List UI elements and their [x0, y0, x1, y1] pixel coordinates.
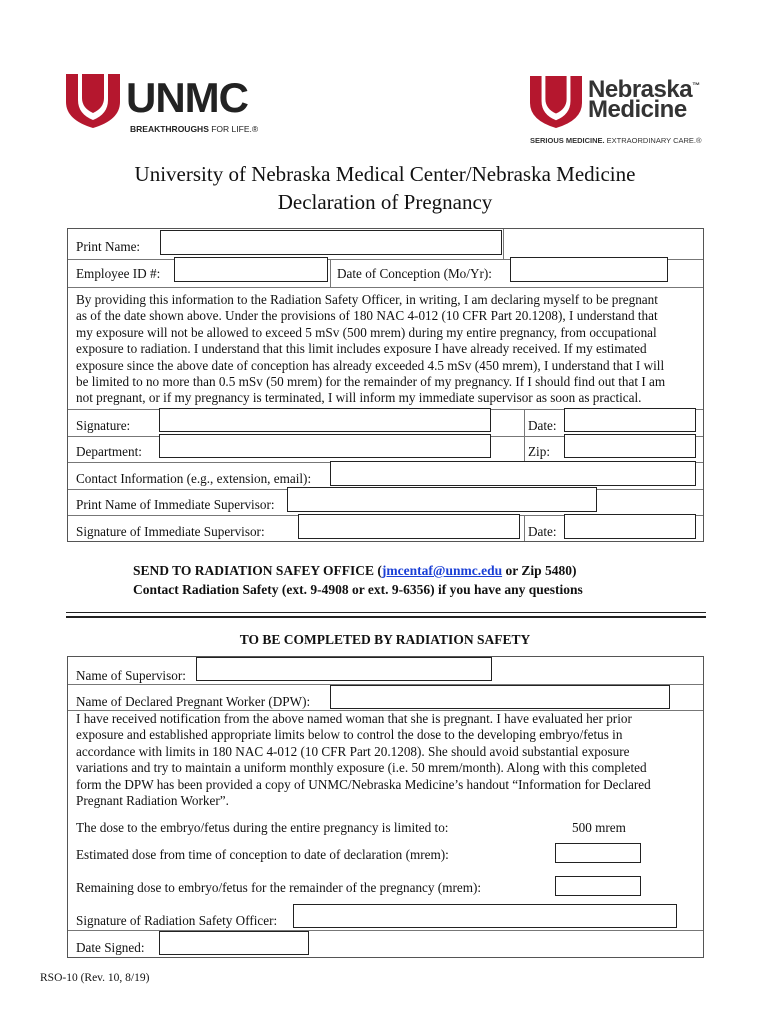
signature-label: Signature:: [76, 418, 131, 433]
remaining-dose-label: Remaining dose to embryo/fetus for the remainder of the pregnancy (mrem):: [76, 880, 482, 895]
date2-label: Date:: [528, 524, 557, 539]
remaining-dose-field[interactable]: [555, 876, 641, 896]
dpw-field[interactable]: [330, 685, 670, 709]
unmc-logo: [66, 74, 266, 138]
unmc-tagline: BREAKTHROUGHS FOR LIFE.®: [130, 124, 259, 134]
zip-label: Zip:: [528, 444, 550, 459]
date-signed-label: Date Signed:: [76, 940, 145, 955]
contact-field[interactable]: [330, 461, 696, 486]
rso-section-header: TO BE COMPLETED BY RADIATION SAFETY: [239, 632, 531, 647]
declaration-paragraph: By providing this information to the Radiation Safety Officer, in writing, I am declaring myself to be pregnant as of the date shown above. Under the provisions of 180 NAC 4-012 (10 CFR Part 20.1208), I understand that my exposure will not be allowed to exceed 5 mSv (500 mrem) during my entire pregnancy, from occupational exposure to radiation. I understand that this limit includes exposure I have already received. If my estimated exposure since the above date of conception has already exceeded 4.5 mSv (450 mrem), I understand that I will be limited to no more than 0.5 mSv (50 mrem) for the remainder of my pregnancy. If I should find out that I am not pregnant, or if my pregnancy is terminated, I will inform my immediate supervisor as soon as practical.: [76, 292, 666, 406]
email-link[interactable]: jmcentaf@unmc.edu: [381, 563, 503, 578]
divider: [66, 612, 706, 613]
nebraska-medicine-logo: [530, 74, 710, 146]
estimated-dose-label: Estimated dose from time of conception to date of declaration (mrem):: [76, 847, 449, 862]
date2-field[interactable]: [564, 514, 696, 539]
contact-label: Contact Information (e.g., extension, email):: [76, 471, 312, 486]
supervisor-name-field[interactable]: [287, 487, 597, 512]
title-line-2: Declaration of Pregnancy: [277, 190, 493, 214]
send-line-2: Contact Radiation Safety (ext. 9-4908 or ext. 9-6356) if you have any questions: [133, 582, 583, 597]
date-label: Date:: [528, 418, 557, 433]
medicine-wordmark: Medicine: [588, 96, 687, 123]
rso-notice-paragraph: I have received notification from the above named woman that she is pregnant. I have evaluated her prior exposure and established appropriate limits below to control the dose to the developing embryo/fetus in accordance with limits in 180 NAC 4-012 (10 CFR Part 20.1208). She should avoid substantial exposure variations and try to maintain a uniform monthly exposure (i.e. 50 mrem/month). Along with this completed form the DPW has been provided a copy of UNMC/Nebraska Medicine’s handout “Information for Declared Pregnant Radiation Worker”.: [76, 711, 651, 809]
date-field[interactable]: [564, 408, 696, 432]
print-name-field[interactable]: [160, 230, 502, 255]
rso-supervisor-field[interactable]: [196, 657, 492, 681]
nebraska-medicine-shield-icon: [530, 76, 582, 128]
supervisor-signature-field[interactable]: [298, 514, 520, 539]
send-instructions: [133, 561, 583, 599]
title-line-1: University of Nebraska Medical Center/Nebraska Medicine: [134, 162, 636, 186]
form-id: RSO-10 (Rev. 10, 8/19): [40, 972, 150, 984]
date-signed-field[interactable]: [159, 931, 309, 955]
employee-id-label: Employee ID #:: [76, 266, 161, 281]
dose-limit-value: 500 mrem: [572, 820, 626, 835]
unmc-shield-icon: [66, 74, 120, 128]
rso-supervisor-label: Name of Supervisor:: [76, 668, 186, 683]
nebraska-tagline: SERIOUS MEDICINE. EXTRAORDINARY CARE.®: [530, 136, 702, 145]
date-conception-label: Date of Conception (Mo/Yr):: [337, 266, 492, 281]
zip-field[interactable]: [564, 434, 696, 458]
nebraska-wordmark: Nebraska™: [588, 76, 700, 103]
estimated-dose-field[interactable]: [555, 843, 641, 863]
signature-field[interactable]: [159, 408, 491, 432]
date-conception-field[interactable]: [510, 257, 668, 282]
department-field[interactable]: [159, 434, 491, 458]
unmc-wordmark: UNMC: [126, 74, 248, 121]
supervisor-signature-label: Signature of Immediate Supervisor:: [76, 524, 265, 539]
page-title: [0, 160, 770, 216]
supervisor-name-label: Print Name of Immediate Supervisor:: [76, 497, 275, 512]
employee-id-field[interactable]: [174, 257, 328, 282]
rso-signature-label: Signature of Radiation Safety Officer:: [76, 913, 278, 928]
dose-limit-label: The dose to the embryo/fetus during the entire pregnancy is limited to:: [76, 820, 449, 835]
print-name-label: Print Name:: [76, 239, 141, 254]
send-line-1: SEND TO RADIATION SAFEY OFFICE (jmcentaf@unmc.edu or Zip 5480): [133, 563, 577, 578]
rso-signature-field[interactable]: [293, 904, 677, 928]
dpw-label: Name of Declared Pregnant Worker (DPW):: [76, 694, 311, 709]
department-label: Department:: [76, 444, 142, 459]
